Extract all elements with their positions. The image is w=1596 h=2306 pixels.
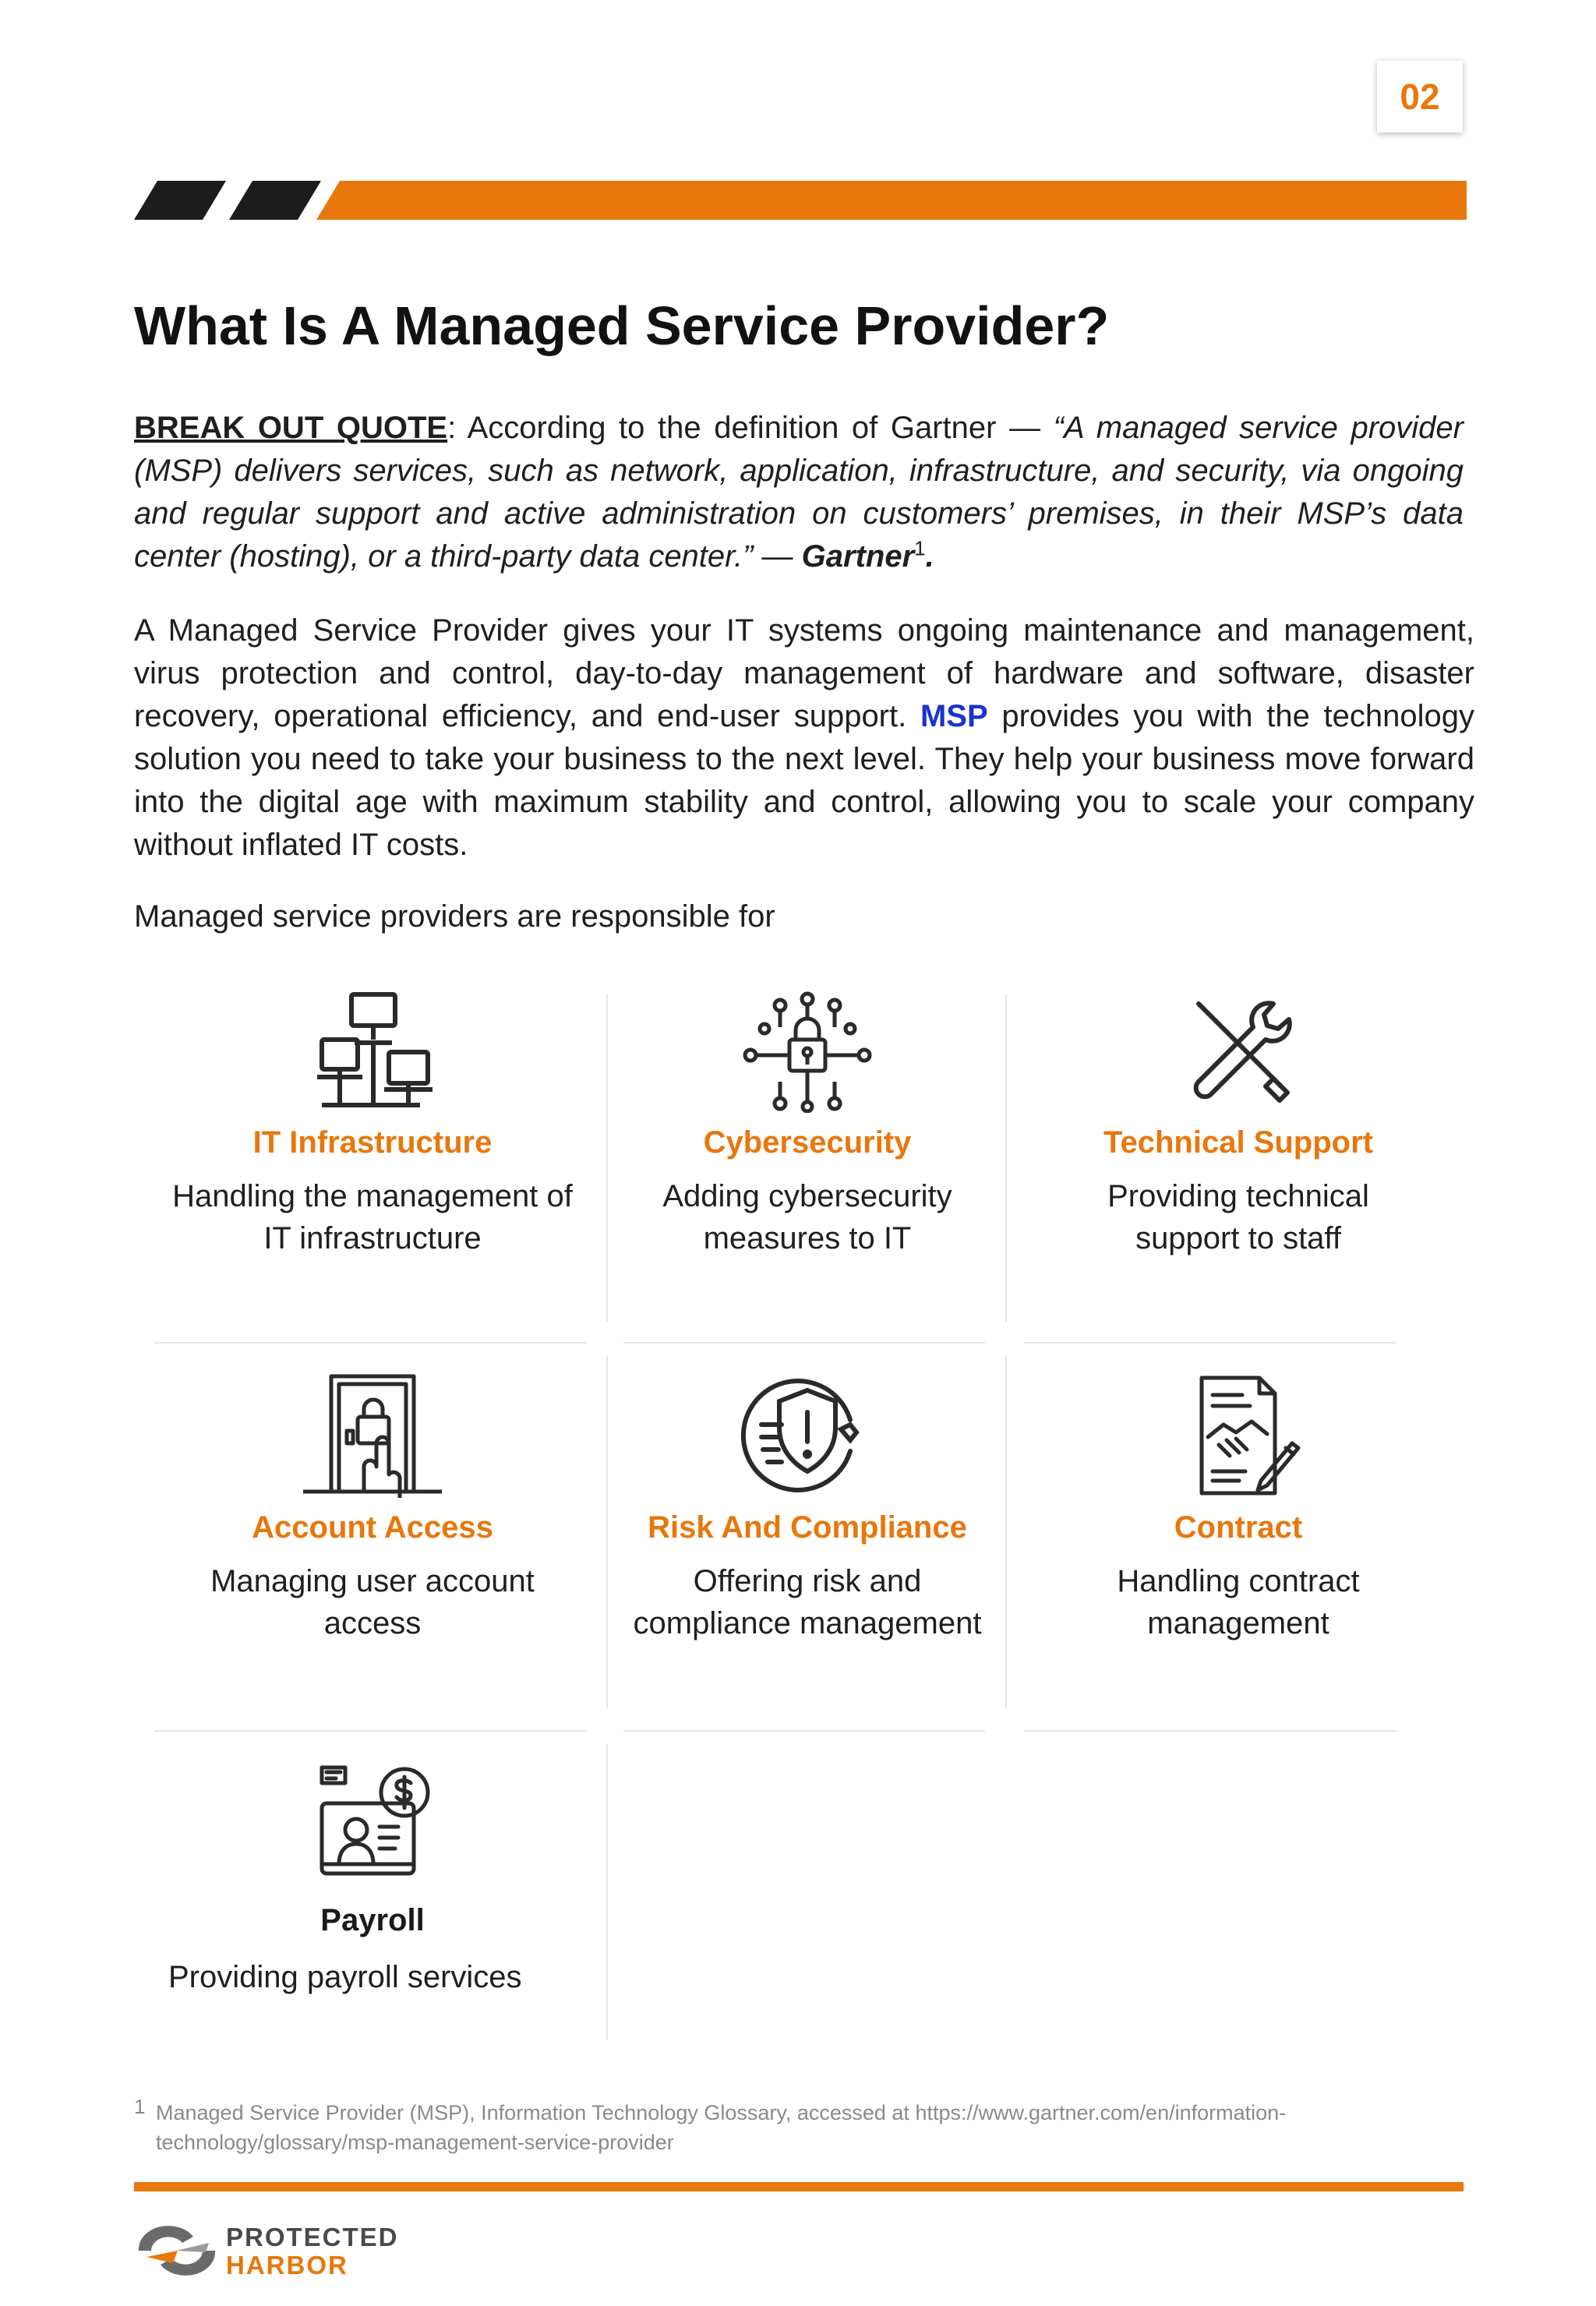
grid-divider xyxy=(623,1730,985,1732)
footnote-ref[interactable]: 1 xyxy=(914,536,926,560)
footnote-number: 1 xyxy=(134,2095,146,2118)
footnote xyxy=(134,2095,1350,2157)
circuit-lock-icon xyxy=(733,988,881,1113)
quote-attribution: Gartner xyxy=(801,539,915,574)
logo-text-protected: PROTECTED xyxy=(226,2223,399,2251)
intro-before: A Managed Service Provider gives your IT systems ongoing maintenance and management, virus protection and control, day-to-day management of hardware and software, disaster recovery, operational efficiency, and end-user support. xyxy=(134,613,1474,733)
service-cybersecurity xyxy=(620,988,994,1259)
grid-divider xyxy=(623,1342,985,1344)
footer-stripe xyxy=(134,2182,1464,2191)
breakout-quote xyxy=(134,407,1464,578)
service-desc: Adding cybersecurity measures to IT xyxy=(662,1179,952,1255)
service-title: Contract xyxy=(1174,1510,1303,1545)
network-computers-icon xyxy=(298,988,447,1113)
service-desc: Providing payroll services xyxy=(168,1960,522,1994)
quote-lead: BREAK OUT QUOTE xyxy=(134,411,448,445)
intro-paragraph xyxy=(134,609,1474,867)
grid-divider xyxy=(606,994,608,1322)
service-title: Cybersecurity xyxy=(703,1125,912,1160)
quote-dash: — xyxy=(753,539,802,574)
grid-divider xyxy=(606,1744,608,2040)
service-desc: Handling contract management xyxy=(1117,1564,1360,1640)
service-desc: Handling the management of IT infrastructure xyxy=(172,1179,573,1255)
service-title: Account Access xyxy=(252,1510,493,1545)
responsible-label: Managed service providers are responsible for xyxy=(134,899,775,934)
payroll-person-dollar-icon xyxy=(298,1761,447,1886)
grid-divider xyxy=(154,1730,587,1732)
quote-end: . xyxy=(925,539,934,574)
door-lock-touch-icon xyxy=(298,1373,447,1498)
service-desc: Providing technical support to staff xyxy=(1107,1179,1369,1255)
wrench-screwdriver-icon xyxy=(1164,988,1312,1113)
grid-divider xyxy=(154,1342,587,1344)
service-title: Technical Support xyxy=(1103,1125,1373,1160)
intro-after: provides you with the technology solution you need to take your business to the next level. They help your business move forward into the digital age with maximum stability and control, allowing you to scale your company without inflated IT costs. xyxy=(134,699,1475,862)
service-risk-compliance xyxy=(620,1373,994,1644)
service-title: Risk And Compliance xyxy=(648,1510,967,1545)
footnote-text: Managed Service Provider (MSP), Information Technology Glossary, accessed at https://www.gartner.com/en/information-technology/glossary/msp-management-service-provider xyxy=(156,2101,1287,2154)
grid-divider xyxy=(1024,1730,1396,1732)
msp-highlight: MSP xyxy=(920,699,988,733)
quote-intro: : According to the definition of Gartner — xyxy=(447,411,1054,445)
page-number-badge xyxy=(1377,61,1463,132)
service-it-infrastructure xyxy=(147,988,598,1259)
service-title: Payroll xyxy=(320,1903,425,1937)
handshake-contract-icon xyxy=(1164,1373,1312,1498)
grid-divider xyxy=(606,1356,608,1708)
grid-divider xyxy=(1005,1356,1007,1708)
service-contract xyxy=(1018,1373,1459,1644)
service-title: IT Infrastructure xyxy=(252,1125,493,1160)
service-payroll xyxy=(147,1761,598,1998)
shield-alert-icon xyxy=(733,1373,881,1498)
logo-text-harbor: HARBOR xyxy=(226,2251,348,2280)
page-title: What Is A Managed Service Provider? xyxy=(134,295,1110,356)
header-stripe xyxy=(134,181,1467,220)
page-number: 02 xyxy=(1400,76,1440,117)
protected-harbor-logo-icon xyxy=(131,2219,223,2282)
service-account-access xyxy=(147,1373,598,1644)
service-desc: Offering risk and compliance management xyxy=(633,1564,982,1640)
grid-divider xyxy=(1024,1342,1396,1344)
service-desc: Managing user account access xyxy=(210,1564,535,1640)
quote-text: “A managed service provider (MSP) delivers services, such as network, application, infrastructure, and security, via ongoing and regular support and active administration on customers’ premises, in their MSP’s data center (hosting), or a third-party data center.” xyxy=(134,411,1464,574)
grid-divider xyxy=(1005,994,1007,1322)
service-technical-support xyxy=(1018,988,1459,1259)
